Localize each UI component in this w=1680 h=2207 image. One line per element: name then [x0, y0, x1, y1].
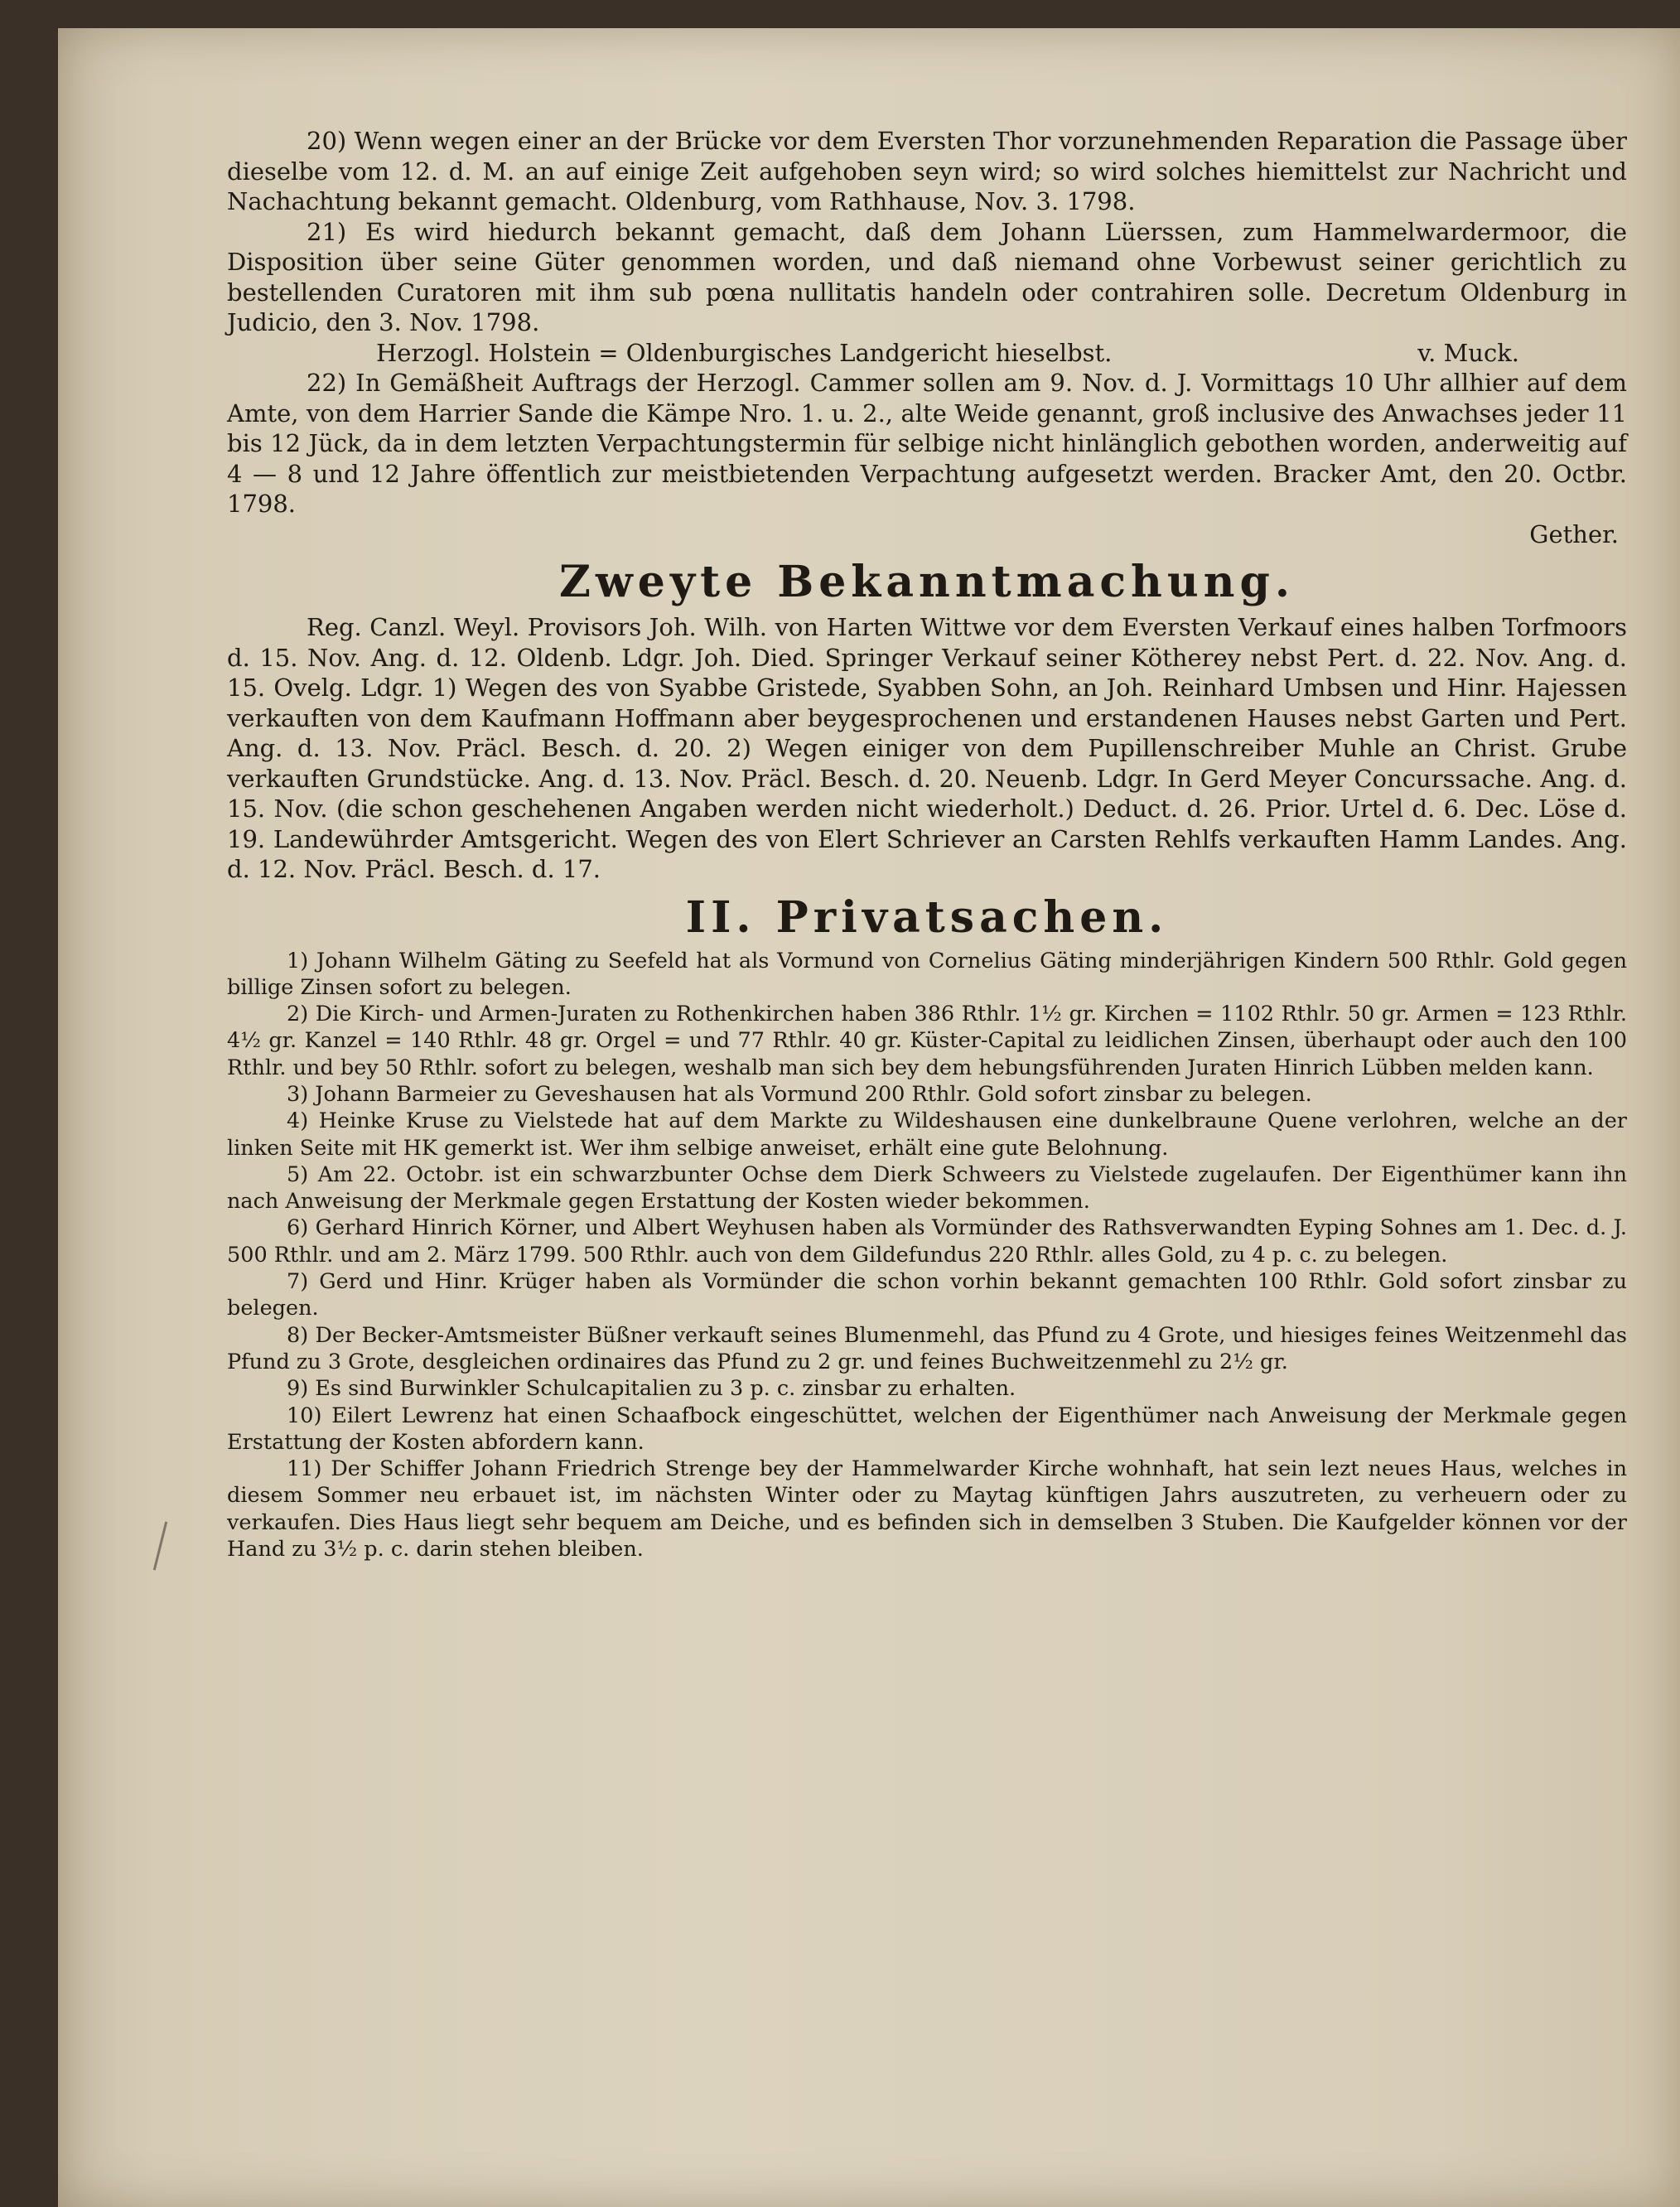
- privat-item: 2) Die Kirch- und Armen-Juraten zu Rothenkirchen haben 386 Rthlr. 1½ gr. Kirchen = 1102 Rthlr. 50 gr. Armen = 123 Rthlr. 4½ gr. Kanzel = 140 Rthlr. 48 gr. Orgel = und 77 Rthlr. 40 gr. Küster-Capital zu leidlichen Zinsen, überhaupt oder auch den 100 Rthlr. und bey 50 Rthlr. sofort zu belegen, weshalb man sich bey dem hebungsführenden Juraten Hinrich Lübben melden kann.: [227, 1002, 1627, 1080]
- privat-item: 5) Am 22. Octobr. ist ein schwarzbunter Ochse dem Dierk Schweers zu Vielstede zugelaufen. Der Eigenthümer kann ihn nach Anweisung der Merkmale gegen Erstattung der Kosten wieder bekommen.: [227, 1161, 1627, 1215]
- privat-item: 8) Der Becker-Amtsmeister Büßner verkauft seines Blumenmehl, das Pfund zu 4 Grote, und hiesiges feines Weitzenmehl das Pfund zu 3 Grote, desgleichen ordinaires das Pfund zu 2 gr. und feines Buchweitzenmehl zu 2½ gr.: [227, 1322, 1627, 1374]
- privat-item: 11) Der Schiffer Johann Friedrich Strenge bey der Hammelwarder Kirche wohnhaft, hat sein lezt neues Haus, welches in diesem Sommer neu erbauet ist, im nächsten Winter oder zu Maytag künftigen Jahrs auszutreten, zu verheuern oder zu verkaufen. Dies Haus liegt sehr bequem am Deiche, und es befinden sich in demselben 3 Stuben. Die Kaufgelder können vor der Hand zu 3½ p. c. darin stehen bleiben.: [227, 1456, 1627, 1562]
- privat-item: 7) Gerd und Hinr. Krüger haben als Vormünder die schon vorhin bekannt gemachten 100 Rthlr. Gold sofort zinsbar zu belegen.: [227, 1269, 1627, 1321]
- notice-20: 20) Wenn wegen einer an der Brücke vor dem Eversten Thor vorzunehmenden Reparation die Passage über dieselbe vom 12. d. M. an auf einige Zeit aufgehoben seyn wird; so wird solches hiemittelst zur Nachricht und Nachachtung bekannt gemacht. Oldenburg, vom Rathhause, Nov. 3. 1798.: [227, 127, 1627, 215]
- notice-21-signature: [227, 338, 1627, 369]
- notice-22: 22) In Gemäßheit Auftrags der Herzogl. Cammer sollen am 9. Nov. d. J. Vormittags 10 Uhr allhier auf dem Amte, von dem Harrier Sande die Kämpe Nro. 1. u. 2., alte Weide genannt, groß inclusive des Anwachses jeder 11 bis 12 Jück, da in dem letzten Verpachtungstermin für selbige nicht hinlänglich gebothen worden, anderweitig auf 4 — 8 und 12 Jahre öffentlich zur meistbietenden Verpachtung aufgesetzt werden. Bracker Amt, den 20. Octbr. 1798.: [227, 369, 1627, 518]
- page-text: [227, 126, 1627, 1562]
- privat-item: 4) Heinke Kruse zu Vielstede hat auf dem Markte zu Wildeshausen eine dunkelbraune Quene verlohren, welche an der linken Seite mit HK gemerkt ist. Wer ihm selbige anweiset, erhält eine gute Belohnung.: [227, 1108, 1627, 1161]
- heading-privatsachen: II. Privatsachen.: [685, 891, 1169, 943]
- heading-zweyte-bekanntmachung: Zweyte Bekanntmachung.: [559, 557, 1295, 607]
- notice-21: 21) Es wird hiedurch bekannt gemacht, daß dem Johann Lüerssen, zum Hammelwardermoor, die Disposition über seine Güter genommen worden, und daß niemand ohne Vorbewust seiner gerichtlich zu bestellenden Curatoren mit ihm sub pœna nullitatis handeln oder contrahiren solle. Decretum Oldenburg in Judicio, den 3. Nov. 1798.: [227, 217, 1627, 336]
- privat-item: 6) Gerhard Hinrich Körner, und Albert Weyhusen haben als Vormünder des Rathsverwandten Eyping Sohnes am 1. Dec. d. J. 500 Rthlr. und am 2. März 1799. 500 Rthlr. auch von dem Gildefundus 220 Rthlr. alles Gold, zu 4 p. c. zu belegen.: [227, 1215, 1627, 1268]
- notice-22-signature: Gether.: [1529, 519, 1619, 548]
- privat-item: 10) Eilert Lewrenz hat einen Schaafbock eingeschüttet, welchen der Eigenthümer nach Anweisung der Merkmale gegen Erstattung der Kosten abfordern kann.: [227, 1403, 1627, 1455]
- signature-court: Herzogl. Holstein = Oldenburgisches Landgericht hieselbst.: [376, 338, 1113, 367]
- zweyte-body: Reg. Canzl. Weyl. Provisors Joh. Wilh. von Harten Wittwe vor dem Eversten Verkauf eines halben Torfmoors d. 15. Nov. Ang. d. 12. Oldenb. Ldgr. Joh. Died. Springer Verkauf seiner Kötherey nebst Pert. d. 22. Nov. Ang. d. 15. Ovelg. Ldgr. 1) Wegen des von Syabbe Gristede, Syabben Sohn, an Joh. Reinhard Umbsen und Hinr. Hajessen verkauften von dem Kaufmann Hoffmann aber beygesprochenen und erstandenen Hauses nebst Garten und Pert. Ang. d. 13. Nov. Präcl. Besch. d. 20. 2) Wegen einiger von dem Pupillenschreiber Muhle an Christ. Grube verkauften Grundstücke. Ang. d. 13. Nov. Präcl. Besch. d. 20. Neuenb. Ldgr. In Gerd Meyer Concurssache. Ang. d. 15. Nov. (die schon geschehenen Angaben werden nicht wiederholt.) Deduct. d. 26. Prior. Urtel d. 6. Dec. Löse d. 19. Landewührder Amtsgericht. Wegen des von Elert Schriever an Carsten Rehlfs verkauften Hamm Landes. Ang. d. 12. Nov. Präcl. Besch. d. 17.: [227, 613, 1627, 883]
- privat-item: 1) Johann Wilhelm Gäting zu Seefeld hat als Vormund von Cornelius Gäting minderjährigen Kindern 500 Rthlr. Gold gegen billige Zinsen sofort zu belegen.: [227, 948, 1627, 1000]
- privat-item: 3) Johann Barmeier zu Geveshausen hat als Vormund 200 Rthlr. Gold sofort zinsbar zu belegen.: [287, 1081, 1312, 1107]
- privat-item: 9) Es sind Burwinkler Schulcapitalien zu 3 p. c. zinsbar zu erhalten.: [287, 1376, 1016, 1402]
- signature-name: v. Muck.: [1417, 338, 1519, 367]
- privat-list: [227, 948, 1627, 1563]
- margin-mark: [134, 1120, 152, 1143]
